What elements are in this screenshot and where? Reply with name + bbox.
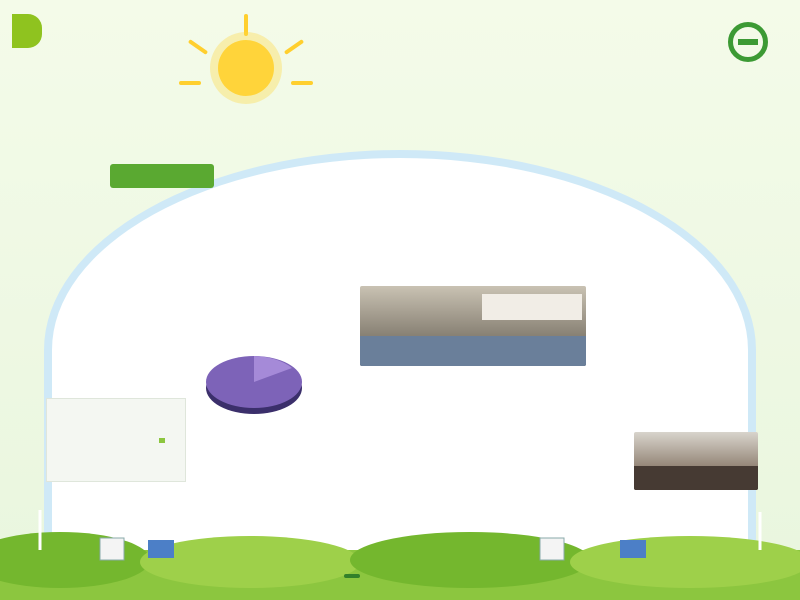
sun-ray xyxy=(179,81,201,85)
hill xyxy=(570,536,800,588)
house-icon xyxy=(100,538,124,560)
earth-day-tag xyxy=(12,14,42,48)
sun-ray xyxy=(188,39,208,55)
department-label xyxy=(110,164,214,188)
pie-chart-svg xyxy=(196,318,344,420)
sun-ray xyxy=(244,14,248,36)
training-photo xyxy=(634,432,758,490)
earth-day-icon xyxy=(728,22,768,62)
reading-room-photo xyxy=(360,286,586,366)
bar-legend-swatch xyxy=(159,438,165,443)
bar-chart-svg xyxy=(47,399,187,483)
photo-audience xyxy=(634,466,758,490)
museum-logo xyxy=(344,574,360,578)
bar-chart xyxy=(46,398,186,482)
green-landscape xyxy=(0,510,800,600)
sun-ray xyxy=(291,81,313,85)
solar-panel-icon xyxy=(620,540,646,558)
photo-sign xyxy=(482,294,582,320)
pie-chart xyxy=(196,318,344,420)
solar-panel-icon xyxy=(148,540,174,558)
sun-ray xyxy=(284,39,304,55)
sun-disc xyxy=(218,40,274,96)
photo-desks xyxy=(360,336,586,366)
house-icon xyxy=(540,538,564,560)
